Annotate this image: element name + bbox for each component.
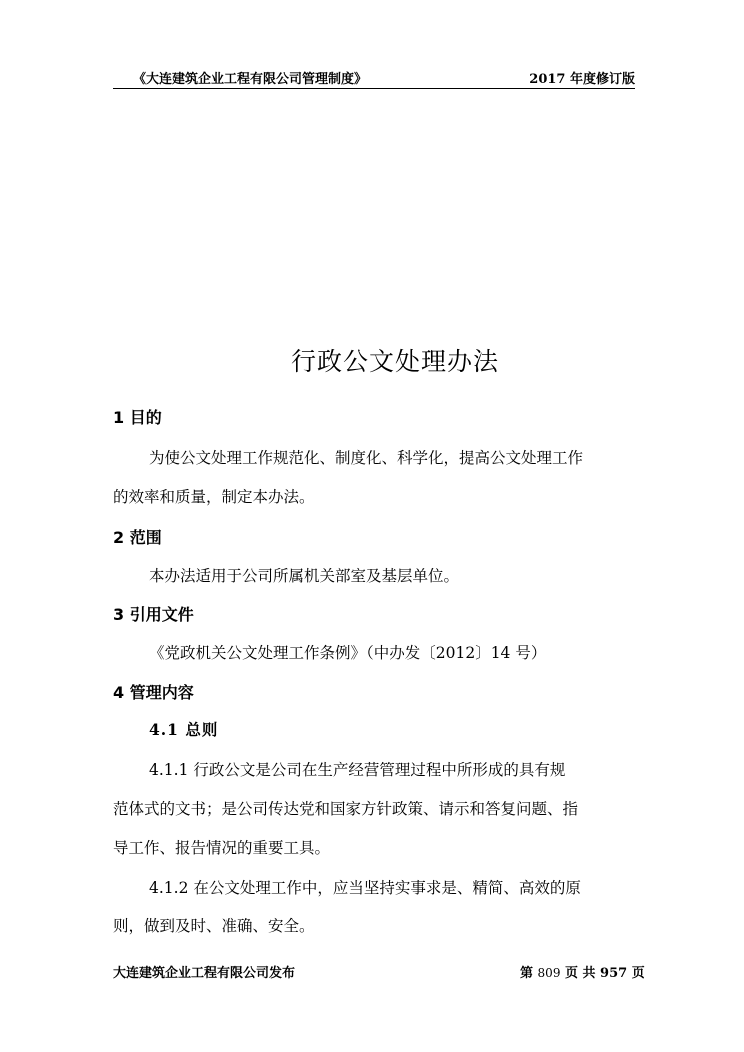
header-edition: 2017 年度修订版	[529, 72, 635, 87]
page-mid: 页 共	[564, 966, 596, 981]
paragraph-line: 导工作、报告情况的重要工具。	[113, 839, 331, 857]
page-suffix: 页	[631, 966, 645, 981]
section-heading-references: 3 引用文件	[113, 605, 194, 624]
section-heading-management: 4 管理内容	[113, 683, 194, 702]
paragraph-line: 4.1.2 在公文处理工作中，应当坚持实事求是、精简、高效的原	[149, 879, 581, 897]
footer-page-info	[520, 962, 645, 981]
paragraph-line: 则，做到及时、准确、安全。	[113, 917, 315, 935]
paragraph-line: 为使公文处理工作规范化、制度化、科学化，提高公文处理工作	[149, 449, 584, 467]
page-prefix: 第	[520, 966, 534, 981]
paragraph-line: 《党政机关公文处理工作条例》（中办发〔2012〕14 号）	[149, 644, 547, 662]
page-header	[113, 66, 635, 89]
paragraph-line: 本办法适用于公司所属机关部室及基层单位。	[149, 567, 460, 585]
section-heading-purpose: 1 目的	[113, 408, 162, 427]
paragraph-line: 的效率和质量，制定本办法。	[113, 488, 315, 506]
page-total: 957	[600, 966, 628, 981]
page-number: 809	[537, 966, 561, 980]
subsection-heading-general: 4.1 总则	[149, 720, 219, 739]
paragraph-line: 范体式的文书；是公司传达党和国家方针政策、请示和答复问题、指	[113, 800, 579, 818]
header-document-name: 《大连建筑企业工程有限公司管理制度》	[133, 72, 368, 87]
section-heading-scope: 2 范围	[113, 528, 162, 547]
paragraph-line: 4.1.1 行政公文是公司在生产经营管理过程中所形成的具有规	[149, 761, 566, 779]
document-title: 行政公文处理办法	[290, 347, 499, 376]
footer-publisher: 大连建筑企业工程有限公司发布	[113, 966, 296, 981]
